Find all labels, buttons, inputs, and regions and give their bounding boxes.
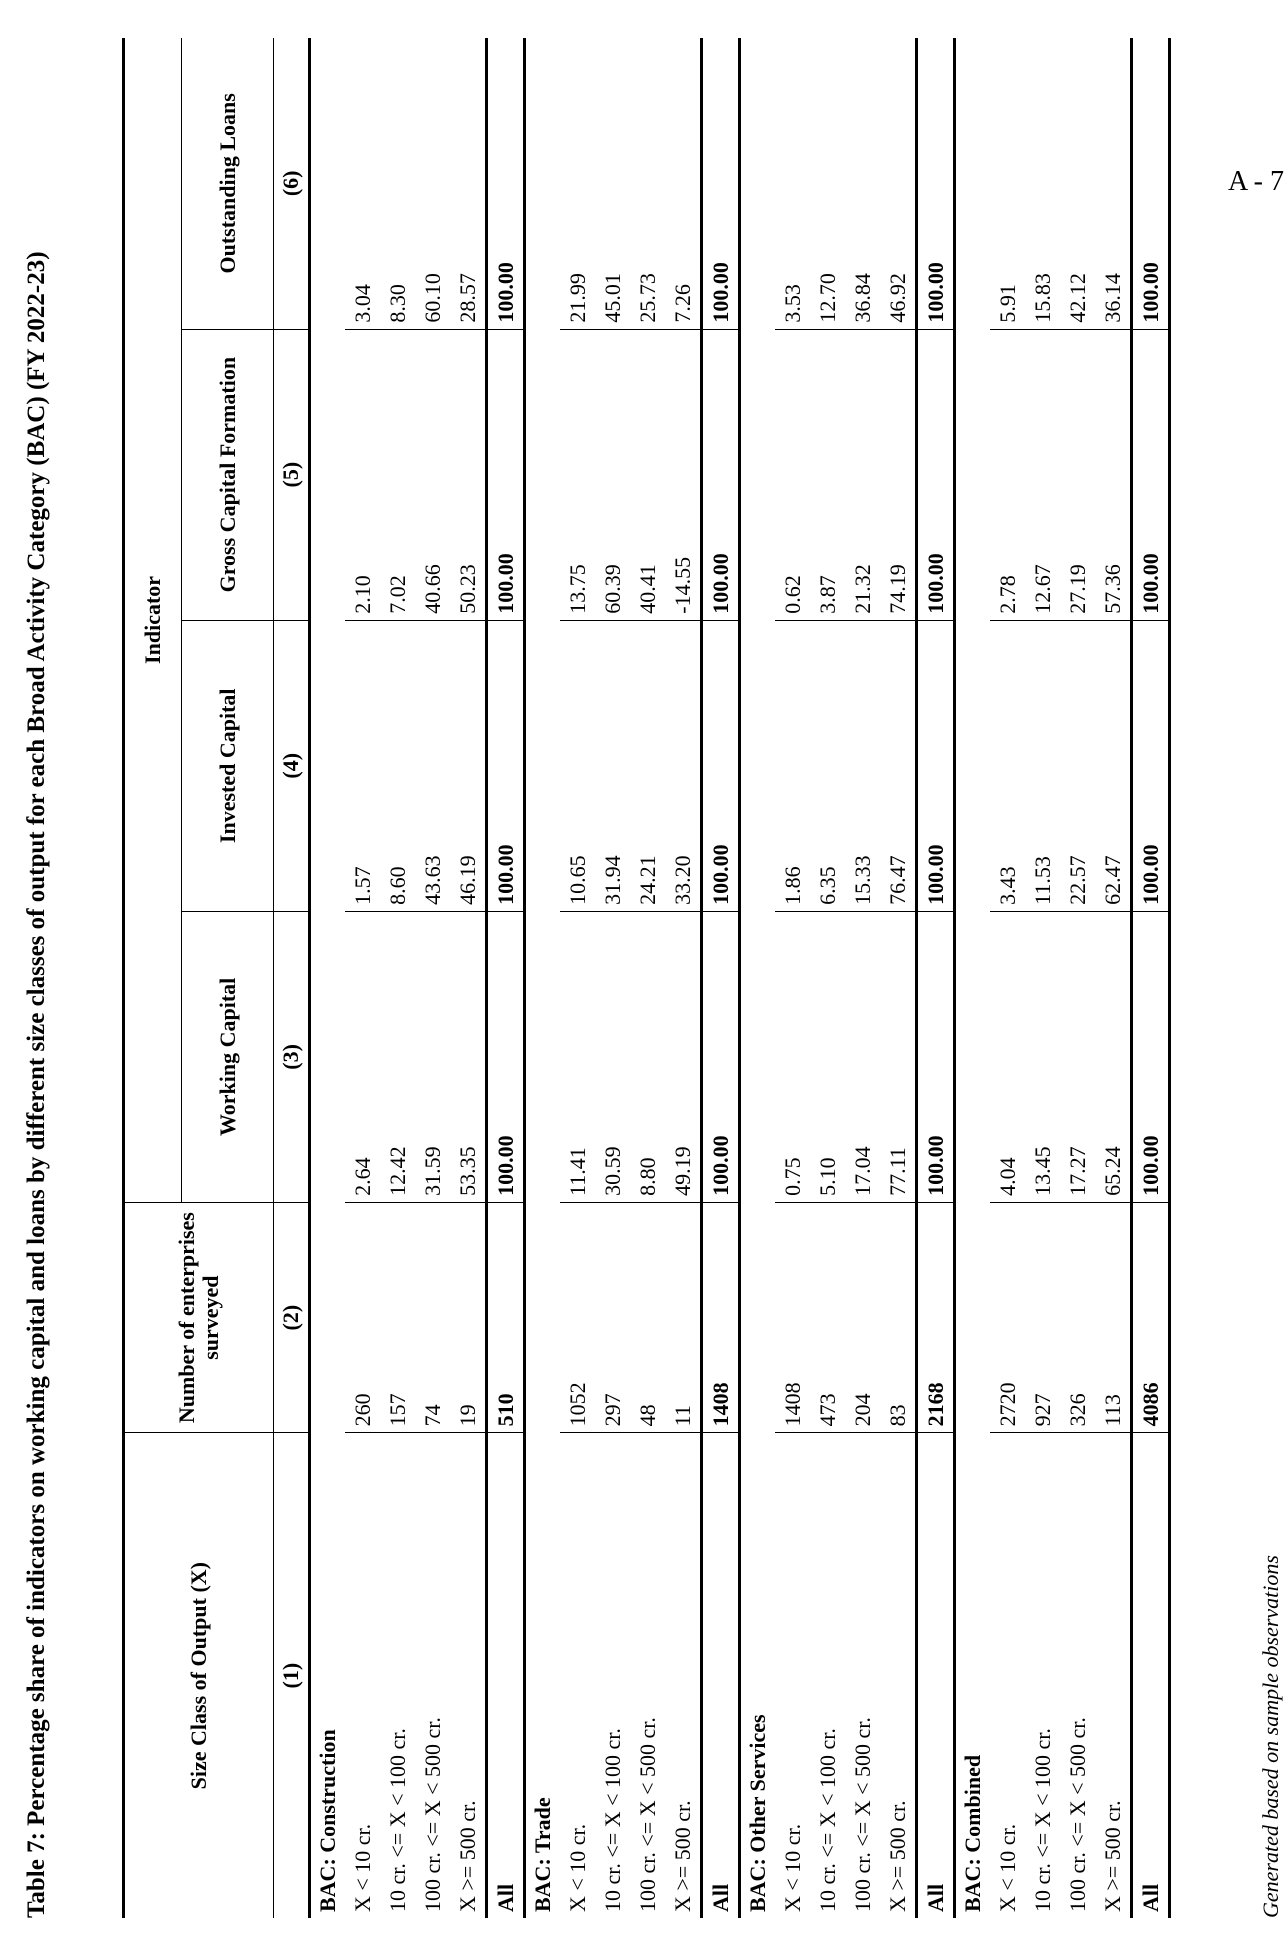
cell-working-capital: 11.41 xyxy=(560,911,595,1202)
section-row xyxy=(955,38,991,1918)
cell-total-working-capital: 100.00 xyxy=(487,911,525,1202)
cell-total-gross-capital-formation: 100.00 xyxy=(917,329,955,620)
cell-invested-capital: 8.60 xyxy=(380,620,415,911)
cell-working-capital: 65.24 xyxy=(1095,911,1132,1202)
cell-outstanding-loans: 36.14 xyxy=(1095,38,1132,329)
cell-outstanding-loans: 25.73 xyxy=(630,38,665,329)
cell-invested-capital: 46.19 xyxy=(450,620,487,911)
cell-working-capital: 12.42 xyxy=(380,911,415,1202)
cell-invested-capital: 76.47 xyxy=(880,620,917,911)
cell-total-working-capital: 100.00 xyxy=(917,911,955,1202)
cell-working-capital: 17.27 xyxy=(1060,911,1095,1202)
cell-gross-capital-formation: -14.55 xyxy=(665,329,702,620)
cell-gross-capital-formation: 0.62 xyxy=(775,329,810,620)
cell-enterprises: 2720 xyxy=(990,1202,1025,1432)
indicator-table xyxy=(122,38,1171,1918)
cell-total-label: All xyxy=(917,1433,955,1918)
total-row xyxy=(917,38,955,1918)
table-row xyxy=(775,38,810,1918)
cell-total-label: All xyxy=(487,1433,525,1918)
table-row xyxy=(880,38,917,1918)
header-indicator: Indicator xyxy=(124,38,182,1202)
cell-invested-capital: 31.94 xyxy=(595,620,630,911)
cell-enterprises: 1052 xyxy=(560,1202,595,1432)
cell-gross-capital-formation: 3.87 xyxy=(810,329,845,620)
table-row xyxy=(380,38,415,1918)
cell-gross-capital-formation: 7.02 xyxy=(380,329,415,620)
section-row xyxy=(310,38,346,1918)
cell-gross-capital-formation: 60.39 xyxy=(595,329,630,620)
cell-total-label: All xyxy=(702,1433,740,1918)
cell-outstanding-loans: 3.04 xyxy=(345,38,380,329)
page-number: A - 7 xyxy=(1228,166,1284,197)
table-row xyxy=(665,38,702,1918)
header-working-capital: Working Capital xyxy=(182,911,274,1202)
total-row xyxy=(702,38,740,1918)
cell-enterprises: 260 xyxy=(345,1202,380,1432)
cell-working-capital: 0.75 xyxy=(775,911,810,1202)
cell-gross-capital-formation: 50.23 xyxy=(450,329,487,620)
cell-total-working-capital: 100.00 xyxy=(702,911,740,1202)
table-row xyxy=(1060,38,1095,1918)
cell-gross-capital-formation: 40.66 xyxy=(415,329,450,620)
cell-size-class: X < 10 cr. xyxy=(564,1823,590,1912)
cell-working-capital: 8.80 xyxy=(630,911,665,1202)
cell-outstanding-loans: 12.70 xyxy=(810,38,845,329)
cell-gross-capital-formation: 13.75 xyxy=(560,329,595,620)
table-header xyxy=(124,38,310,1918)
cell-total-label: All xyxy=(1132,1433,1170,1918)
cell-size-class: 10 cr. <= X < 100 cr. xyxy=(384,1728,410,1912)
cell-total-enterprises: 1408 xyxy=(702,1202,740,1432)
cell-size-class: 100 cr. <= X < 500 cr. xyxy=(634,1717,660,1912)
cell-size-class: X < 10 cr. xyxy=(779,1823,805,1912)
cell-invested-capital: 15.33 xyxy=(845,620,880,911)
cell-total-gross-capital-formation: 100.00 xyxy=(1132,329,1170,620)
cell-total-invested-capital: 100.00 xyxy=(487,620,525,911)
header-size-class: Size Class of Output (X) xyxy=(124,1433,274,1918)
cell-gross-capital-formation: 74.19 xyxy=(880,329,917,620)
table-title: Table 7: Percentage share of indicators on working capital and loans by different size classes of output for each Broad Activity Category (BAC) (FY 2022-23) xyxy=(23,251,50,1918)
cell-total-enterprises: 2168 xyxy=(917,1202,955,1432)
cell-enterprises: 83 xyxy=(880,1202,917,1432)
col-number: (5) xyxy=(274,329,310,620)
cell-working-capital: 5.10 xyxy=(810,911,845,1202)
cell-outstanding-loans: 42.12 xyxy=(1060,38,1095,329)
col-number: (1) xyxy=(274,1433,310,1918)
cell-total-outstanding-loans: 100.00 xyxy=(702,38,740,329)
total-row xyxy=(1132,38,1170,1918)
cell-size-class: X >= 500 cr. xyxy=(884,1800,910,1912)
cell-enterprises: 157 xyxy=(380,1202,415,1432)
cell-total-gross-capital-formation: 100.00 xyxy=(487,329,525,620)
cell-size-class: 100 cr. <= X < 500 cr. xyxy=(1064,1717,1090,1912)
cell-working-capital: 31.59 xyxy=(415,911,450,1202)
table-row xyxy=(595,38,630,1918)
cell-enterprises: 297 xyxy=(595,1202,630,1432)
section-row xyxy=(740,38,776,1918)
cell-outstanding-loans: 36.84 xyxy=(845,38,880,329)
cell-outstanding-loans: 28.57 xyxy=(450,38,487,329)
cell-total-gross-capital-formation: 100.00 xyxy=(702,329,740,620)
table-row xyxy=(450,38,487,1918)
cell-gross-capital-formation: 57.36 xyxy=(1095,329,1132,620)
cell-total-outstanding-loans: 100.00 xyxy=(487,38,525,329)
cell-enterprises: 473 xyxy=(810,1202,845,1432)
cell-total-invested-capital: 100.00 xyxy=(702,620,740,911)
cell-gross-capital-formation: 2.10 xyxy=(345,329,380,620)
cell-gross-capital-formation: 40.41 xyxy=(630,329,665,620)
cell-enterprises: 48 xyxy=(630,1202,665,1432)
total-row xyxy=(487,38,525,1918)
cell-total-enterprises: 4086 xyxy=(1132,1202,1170,1432)
footnote: Generated based on sample observations xyxy=(1258,1555,1283,1918)
cell-total-outstanding-loans: 100.00 xyxy=(1132,38,1170,329)
cell-working-capital: 30.59 xyxy=(595,911,630,1202)
cell-working-capital: 2.64 xyxy=(345,911,380,1202)
cell-gross-capital-formation: 27.19 xyxy=(1060,329,1095,620)
cell-size-class: X < 10 cr. xyxy=(994,1823,1020,1912)
section-label: BAC: Combined xyxy=(960,1754,985,1912)
section-row xyxy=(525,38,561,1918)
section-label: BAC: Other Services xyxy=(745,1714,770,1912)
cell-total-enterprises: 510 xyxy=(487,1202,525,1432)
cell-invested-capital: 6.35 xyxy=(810,620,845,911)
table-row xyxy=(345,38,380,1918)
cell-total-invested-capital: 100.00 xyxy=(1132,620,1170,911)
cell-enterprises: 19 xyxy=(450,1202,487,1432)
table-row xyxy=(810,38,845,1918)
table-row xyxy=(1095,38,1132,1918)
cell-size-class: X >= 500 cr. xyxy=(454,1800,480,1912)
cell-size-class: X >= 500 cr. xyxy=(669,1800,695,1912)
cell-total-working-capital: 100.00 xyxy=(1132,911,1170,1202)
cell-gross-capital-formation: 2.78 xyxy=(990,329,1025,620)
cell-enterprises: 113 xyxy=(1095,1202,1132,1432)
cell-invested-capital: 10.65 xyxy=(560,620,595,911)
cell-invested-capital: 1.57 xyxy=(345,620,380,911)
header-gross-capital-formation: Gross Capital Formation xyxy=(182,329,274,620)
cell-outstanding-loans: 5.91 xyxy=(990,38,1025,329)
cell-enterprises: 11 xyxy=(665,1202,702,1432)
cell-size-class: 100 cr. <= X < 500 cr. xyxy=(419,1717,445,1912)
table-row xyxy=(415,38,450,1918)
cell-outstanding-loans: 3.53 xyxy=(775,38,810,329)
cell-working-capital: 17.04 xyxy=(845,911,880,1202)
table-row xyxy=(1025,38,1060,1918)
cell-outstanding-loans: 21.99 xyxy=(560,38,595,329)
cell-outstanding-loans: 8.30 xyxy=(380,38,415,329)
table-row xyxy=(630,38,665,1918)
header-num-enterprises: Number of enterprises surveyed xyxy=(124,1202,274,1432)
table-row xyxy=(560,38,595,1918)
cell-enterprises: 204 xyxy=(845,1202,880,1432)
header-outstanding-loans: Outstanding Loans xyxy=(182,38,274,329)
cell-total-outstanding-loans: 100.00 xyxy=(917,38,955,329)
cell-gross-capital-formation: 21.32 xyxy=(845,329,880,620)
cell-enterprises: 927 xyxy=(1025,1202,1060,1432)
table-row xyxy=(845,38,880,1918)
cell-size-class: 10 cr. <= X < 100 cr. xyxy=(1029,1728,1055,1912)
cell-size-class: 10 cr. <= X < 100 cr. xyxy=(599,1728,625,1912)
section-label: BAC: Construction xyxy=(315,1729,340,1912)
cell-enterprises: 326 xyxy=(1060,1202,1095,1432)
cell-invested-capital: 1.86 xyxy=(775,620,810,911)
cell-size-class: X < 10 cr. xyxy=(349,1823,375,1912)
column-number-row xyxy=(274,38,310,1918)
col-number: (4) xyxy=(274,620,310,911)
cell-outstanding-loans: 46.92 xyxy=(880,38,917,329)
table-row xyxy=(990,38,1025,1918)
cell-working-capital: 77.11 xyxy=(880,911,917,1202)
cell-enterprises: 1408 xyxy=(775,1202,810,1432)
cell-working-capital: 53.35 xyxy=(450,911,487,1202)
col-number: (3) xyxy=(274,911,310,1202)
table-body xyxy=(310,38,1170,1918)
cell-enterprises: 74 xyxy=(415,1202,450,1432)
cell-invested-capital: 11.53 xyxy=(1025,620,1060,911)
cell-invested-capital: 24.21 xyxy=(630,620,665,911)
cell-working-capital: 4.04 xyxy=(990,911,1025,1202)
cell-invested-capital: 3.43 xyxy=(990,620,1025,911)
cell-invested-capital: 33.20 xyxy=(665,620,702,911)
cell-size-class: X >= 500 cr. xyxy=(1099,1800,1125,1912)
cell-size-class: 100 cr. <= X < 500 cr. xyxy=(849,1717,875,1912)
cell-invested-capital: 22.57 xyxy=(1060,620,1095,911)
cell-outstanding-loans: 7.26 xyxy=(665,38,702,329)
section-label: BAC: Trade xyxy=(530,1797,555,1912)
cell-outstanding-loans: 15.83 xyxy=(1025,38,1060,329)
cell-working-capital: 49.19 xyxy=(665,911,702,1202)
col-number: (6) xyxy=(274,38,310,329)
cell-outstanding-loans: 45.01 xyxy=(595,38,630,329)
cell-total-invested-capital: 100.00 xyxy=(917,620,955,911)
header-invested-capital: Invested Capital xyxy=(182,620,274,911)
cell-outstanding-loans: 60.10 xyxy=(415,38,450,329)
col-number: (2) xyxy=(274,1202,310,1432)
cell-invested-capital: 62.47 xyxy=(1095,620,1132,911)
cell-working-capital: 13.45 xyxy=(1025,911,1060,1202)
cell-size-class: 10 cr. <= X < 100 cr. xyxy=(814,1728,840,1912)
cell-gross-capital-formation: 12.67 xyxy=(1025,329,1060,620)
cell-invested-capital: 43.63 xyxy=(415,620,450,911)
